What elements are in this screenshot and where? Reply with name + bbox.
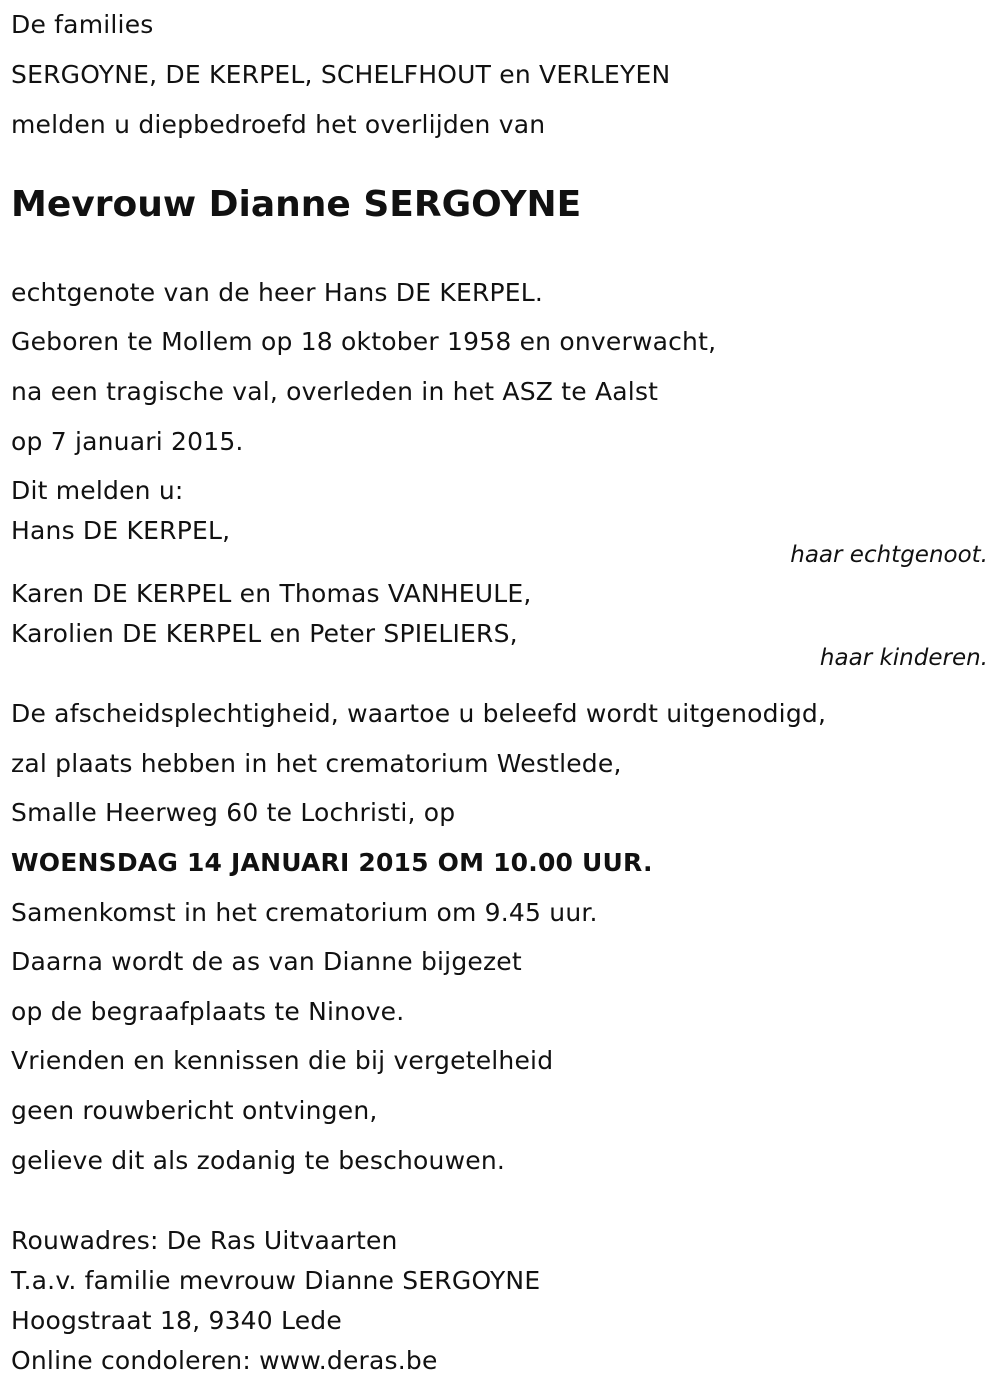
after-line-cemetery: op de begraafplaats te Ninove. <box>11 997 405 1026</box>
announcer-child-1: Karen DE KERPEL en Thomas VANHEULE, <box>11 579 532 608</box>
deceased-name-title: Mevrouw Dianne SERGOYNE <box>11 184 582 225</box>
bio-line-born: Geboren te Mollem op 18 oktober 1958 en onverwacht, <box>11 327 717 356</box>
address-line-street: Hoogstraat 18, 9340 Lede <box>11 1306 342 1335</box>
after-line-gathering: Samenkomst in het crematorium om 9.45 uur. <box>11 898 598 927</box>
ceremony-line-invite: De afscheidsplechtigheid, waartoe u beleefd wordt uitgenodigd, <box>11 699 827 728</box>
after-line-consider: gelieve dit als zodanig te beschouwen. <box>11 1146 506 1175</box>
after-line-friends: Vrienden en kennissen die bij vergetelheid <box>11 1046 554 1075</box>
intro-line-announce: melden u diepbedroefd het overlijden van <box>11 110 546 139</box>
bio-line-date: op 7 januari 2015. <box>11 427 244 456</box>
announcer-spouse-role: haar echtgenoot. <box>790 542 988 568</box>
announcer-children-role: haar kinderen. <box>819 645 988 671</box>
announcer-spouse: Hans DE KERPEL, <box>11 516 231 545</box>
ceremony-line-address: Smalle Heerweg 60 te Lochristi, op <box>11 798 456 827</box>
ceremony-line-location: zal plaats hebben in het crematorium Westlede, <box>11 749 622 778</box>
intro-line-families: De families <box>11 10 154 39</box>
address-line-condolences: Online condoleren: www.deras.be <box>11 1346 438 1375</box>
announcers-lead: Dit melden u: <box>11 476 184 505</box>
after-line-no-notice: geen rouwbericht ontvingen, <box>11 1096 378 1125</box>
after-line-ashes: Daarna wordt de as van Dianne bijgezet <box>11 947 522 976</box>
bio-line-died: na een tragische val, overleden in het ASZ te Aalst <box>11 377 659 406</box>
intro-line-family-names: SERGOYNE, DE KERPEL, SCHELFHOUT en VERLEYEN <box>11 60 671 89</box>
address-line-attention: T.a.v. familie mevrouw Dianne SERGOYNE <box>11 1266 541 1295</box>
bio-line-spouse: echtgenote van de heer Hans DE KERPEL. <box>11 278 544 307</box>
address-line-mourning: Rouwadres: De Ras Uitvaarten <box>11 1226 398 1255</box>
ceremony-datetime: WOENSDAG 14 JANUARI 2015 OM 10.00 UUR. <box>11 848 653 877</box>
announcer-child-2: Karolien DE KERPEL en Peter SPIELIERS, <box>11 619 518 648</box>
